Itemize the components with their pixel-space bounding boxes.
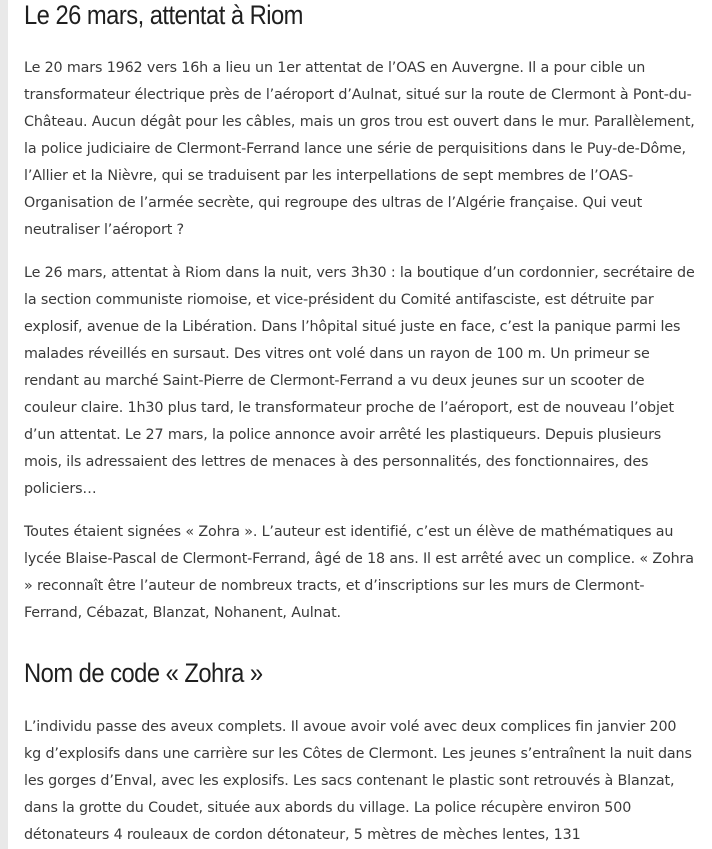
section-heading-riom: Le 26 mars, attentat à Riom — [24, 0, 303, 30]
paragraph-confession: L’individu passe des aveux complets. Il avoue avoir volé avec deux complices fin janvier 200 kg d’explosifs dans une carrière sur les Côtes de Clermont. Les jeunes s’entraînent la nuit dans les gorges d’Enval, avec les explosifs. Les sacs contenant le plastic sont retrouvés à Blanzat, dans la grotte du Coudet, située aux abords du village. La police récupère environ 500 détonateurs 4 rouleaux de cordon détonateur, 5 mètres de mèches lentes, 131 — [24, 719, 692, 843]
paragraph-riom-attack: Le 26 mars, attentat à Riom dans la nuit, vers 3h30 : la boutique d’un cordonnier, secrétaire de la section communiste riomoise, et vice-président du Comité antifasciste, est détruite par explosif, avenue de la Libération. Dans l’hôpital situé juste en face, c’est la panique parmi les malades réveillés en sursaut. Des vitres ont volé dans un rayon de 100 m. Un primeur se rendant au marché Saint-Pierre de Clermont-Ferrand a vu deux jeunes sur un scooter de couleur claire. 1h30 plus tard, le transformateur proche de l’aéroport, est de nouveau l’objet d’un attentat. Le 27 mars, la police annonce avoir arrêté les plastiqueurs. Depuis plusieurs mois, ils adressaient des lettres de menaces à des personnalités, des fonctionnaires, des policiers… — [24, 265, 695, 497]
section-heading-zohra: Nom de code « Zohra » — [24, 658, 263, 688]
paragraph-aulnat-attack: Le 20 mars 1962 vers 16h a lieu un 1er attentat de l’OAS en Auvergne. Il a pour cible un transformateur électrique près de l’aéroport d’Aulnat, situé sur la route de Clermont à Pont-du-Château. Aucun dégât pour les câbles, mais un gros trou est ouvert dans le mur. Parallèlement, la police judiciaire de Clermont-Ferrand lance une série de perquisitions dans le Puy-de-Dôme, l’Allier et la Nièvre, qui se traduisent par les interpellations de sept membres de l’OAS- Organisation de l’armée secrète, qui regroupe des ultras de l’Algérie française. Qui veut neutraliser l’aéroport ? — [24, 60, 695, 238]
paragraph-zohra-signature: Toutes étaient signées « Zohra ». L’auteur est identifié, c’est un élève de mathématiques au lycée Blaise-Pascal de Clermont-Ferrand, âgé de 18 ans. Il est arrêté avec un complice. « Zohra » reconnaît être l’auteur de nombreux tracts, et d’inscriptions sur les murs de Clermont-Ferrand, Cébazat, Blanzat, Nohanent, Aulnat. — [24, 524, 694, 621]
left-margin-rule — [0, 0, 8, 849]
